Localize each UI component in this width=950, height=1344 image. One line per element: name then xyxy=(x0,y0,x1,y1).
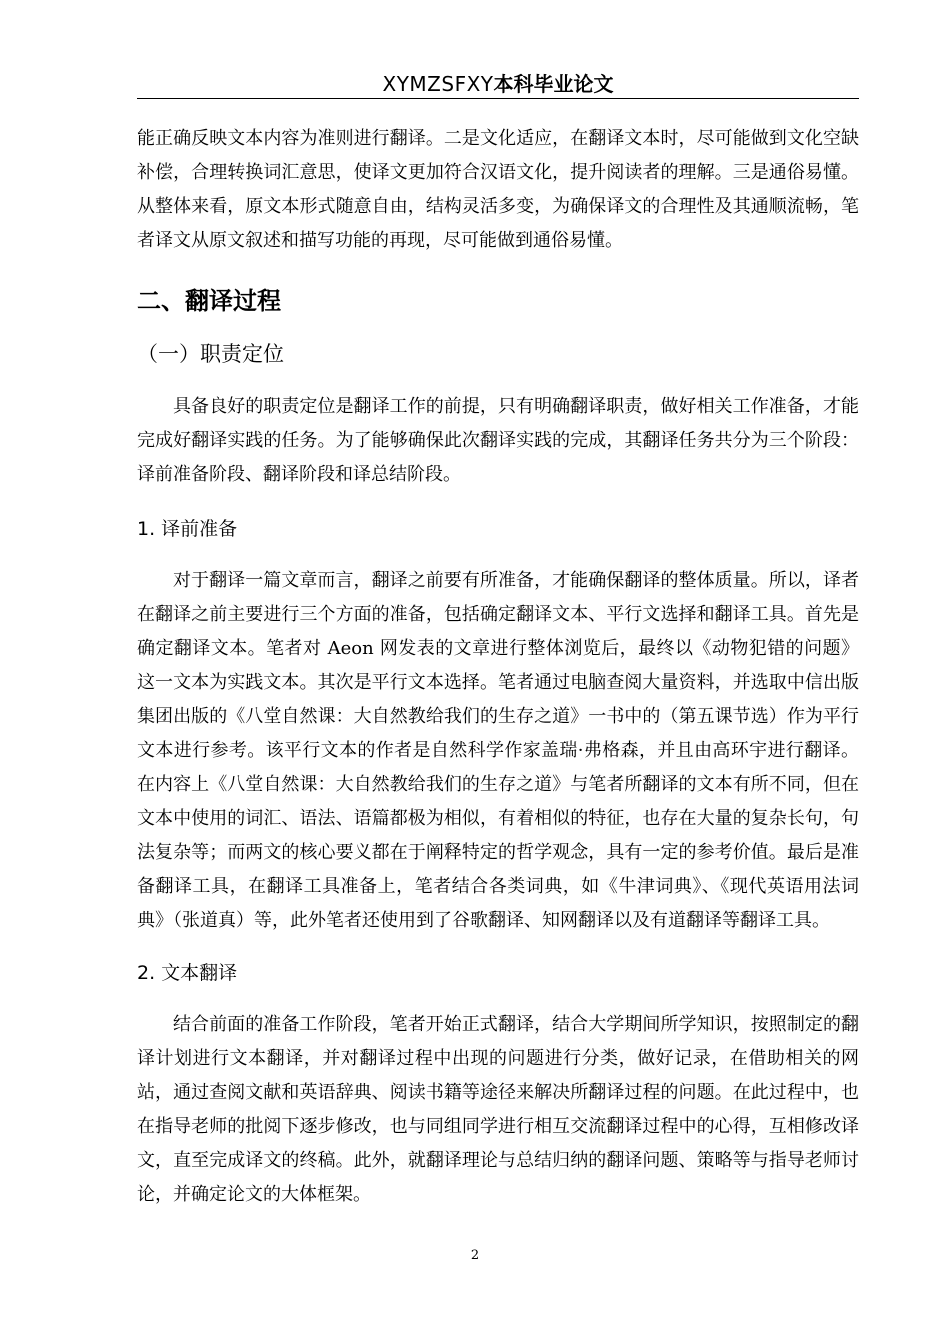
paragraph-continuation: 能正确反映文本内容为准则进行翻译。二是文化适应，在翻译文本时，尽可能做到文化空缺补偿，合理转换词汇意思，使译文更加符合汉语文化，提升阅读者的理解。三是通俗易懂。从整体来看，原文本形式随意自由，结构灵活多变，为确保译文的合理性及其通顺流畅，笔者译文从原文叙述和描写功能的再现，尽可能做到通俗易懂。 xyxy=(137,128,859,251)
item-heading-translation: 2. 文本翻译 xyxy=(137,962,238,984)
paragraph-role-positioning: 具备良好的职责定位是翻译工作的前提，只有明确翻译职责，做好相关工作准备，才能完成好翻译实践的任务。为了能够确保此次翻译实践的完成，其翻译任务共分为三个阶段：译前准备阶段、翻译阶段和译总结阶段。 xyxy=(137,396,859,485)
page-header xyxy=(137,72,859,99)
page-number: 2 xyxy=(470,1248,480,1263)
document-body xyxy=(137,122,859,1212)
item-heading-preparation: 1. 译前准备 xyxy=(137,518,238,540)
header-label: 本科毕业论文 xyxy=(493,72,614,96)
section-heading: 二、翻译过程 xyxy=(137,287,281,315)
paragraph-preparation: 对于翻译一篇文章而言，翻译之前要有所准备，才能确保翻译的整体质量。所以，译者在翻译之前主要进行三个方面的准备，包括确定翻译文本、平行文选择和翻译工具。首先是确定翻译文本。笔者对 Aeon 网发表的文章进行整体浏览后，最终以《动物犯错的问题》这一文本为实践文本。其次是平行文本选择。笔者通过电脑查阅大量资料，并选取中信出版集团出版的《八堂自然课：大自然教给我们的生存之道》一书中的（第五课节选）作为平行文本进行参考。该平行文本的作者是自然科学作家盖瑞·弗格森，并且由高环宇进行翻译。在内容上《八堂自然课：大自然教给我们的生存之道》与笔者所翻译的文本有所不同，但在文本中使用的词汇、语法、语篇都极为相似，有着相似的特征，也存在大量的复杂长句，句法复杂等；而两文的核心要义都在于阐释特定的哲学观念，具有一定的参考价值。最后是准备翻译工具，在翻译工具准备上，笔者结合各类词典，如《牛津词典》、《现代英语用法词典》（张道真）等，此外笔者还使用到了谷歌翻译、知网翻译以及有道翻译等翻译工具。 xyxy=(137,570,859,931)
header-code: XYMZSFXY xyxy=(382,72,494,96)
subsection-heading: （一）职责定位 xyxy=(137,342,284,366)
paragraph-translation: 结合前面的准备工作阶段，笔者开始正式翻译，结合大学期间所学知识，按照制定的翻译计划进行文本翻译，并对翻译过程中出现的问题进行分类，做好记录，在借助相关的网站，通过查阅文献和英语辞典、阅读书籍等途径来解决所翻译过程的问题。在此过程中，也在指导老师的批阅下逐步修改，也与同组同学进行相互交流翻译过程中的心得，互相修改译文，直至完成译文的终稿。此外，就翻译理论与总结归纳的翻译问题、策略等与指导老师讨论，并确定论文的大体框架。 xyxy=(137,1014,859,1205)
